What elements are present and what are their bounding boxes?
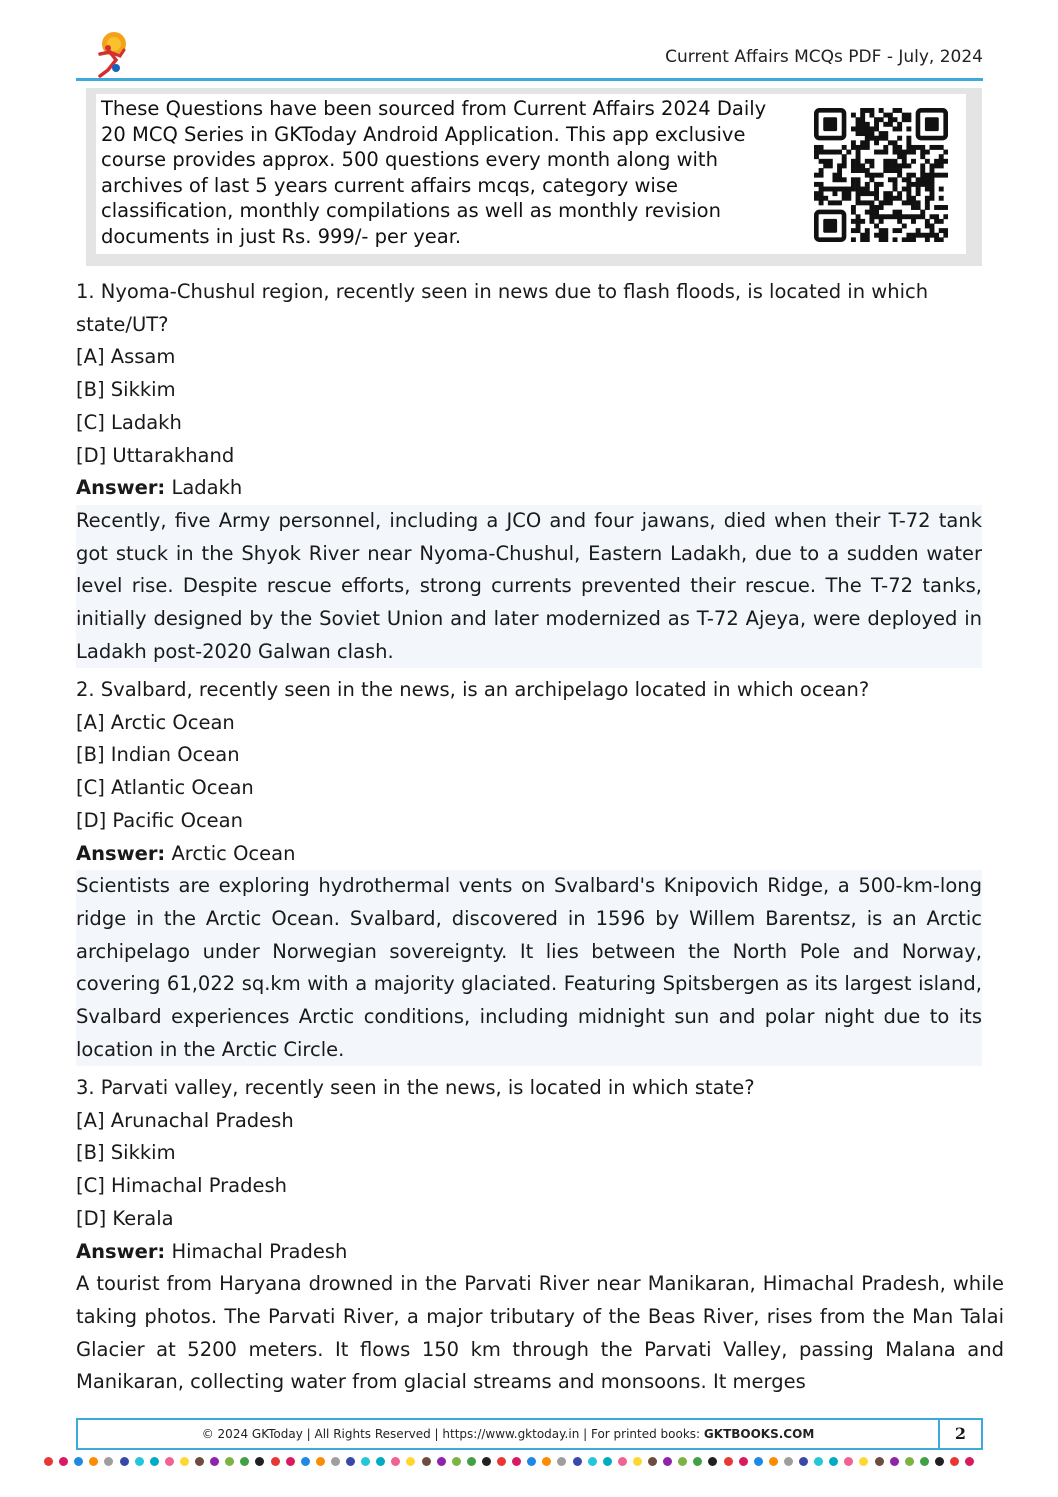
decorative-dot <box>618 1457 627 1466</box>
decorative-dot <box>165 1457 174 1466</box>
answer-line <box>76 472 1004 505</box>
answer-line <box>76 838 1004 871</box>
promo-line: 20 MCQ Series in GKToday Android Application. This app exclusive <box>101 122 746 146</box>
decorative-dot <box>799 1457 808 1466</box>
answer-value: Arctic Ocean <box>171 841 296 865</box>
decorative-dot <box>135 1457 144 1466</box>
decorative-dot <box>452 1457 461 1466</box>
decorative-dot <box>648 1457 657 1466</box>
question-text: 1. Nyoma-Chushul region, recently seen in news due to flash floods, is located in which state/UT? <box>76 280 929 336</box>
decorative-dot <box>467 1457 476 1466</box>
decorative-dot <box>588 1457 597 1466</box>
option-b: [B] Sikkim <box>76 378 176 402</box>
promo-line: archives of last 5 years current affairs mcqs, category wise <box>101 173 678 197</box>
option-d: [D] Uttarakhand <box>76 443 235 467</box>
decorative-dot <box>89 1457 98 1466</box>
decorative-dot <box>180 1457 189 1466</box>
question-block <box>76 674 1004 1066</box>
decorative-dot <box>603 1457 612 1466</box>
footer-text <box>78 1420 938 1448</box>
answer-label: Answer: <box>76 841 166 865</box>
promo-line: These Questions have been sourced from Current Affairs 2024 Daily <box>101 97 767 120</box>
option-b: [B] Sikkim <box>76 1141 176 1165</box>
decorative-dot <box>210 1457 219 1466</box>
answer-value: Himachal Pradesh <box>171 1239 348 1263</box>
promo-box <box>86 88 982 266</box>
promo-text <box>101 96 791 250</box>
decorative-dot <box>376 1457 385 1466</box>
header-divider <box>76 78 983 81</box>
decorative-dot <box>965 1457 974 1466</box>
decorative-dot <box>437 1457 446 1466</box>
decorative-dot <box>422 1457 431 1466</box>
decorative-dot <box>678 1457 687 1466</box>
answer-label: Answer: <box>76 476 166 500</box>
decorative-dot <box>769 1457 778 1466</box>
page-number: 2 <box>954 1424 967 1443</box>
decorative-dot <box>74 1457 83 1466</box>
decorative-dot <box>950 1457 959 1466</box>
decorative-dot <box>844 1457 853 1466</box>
footer-brand-link[interactable]: GKTBOOKS.COM <box>703 1427 815 1441</box>
gktoday-logo-icon <box>92 30 132 80</box>
option-c: [C] Himachal Pradesh <box>76 1174 287 1198</box>
decorative-dot <box>784 1457 793 1466</box>
decorative-dot <box>120 1457 129 1466</box>
decorative-dot <box>920 1457 929 1466</box>
decorative-dot <box>331 1457 340 1466</box>
promo-line: documents in just Rs. 999/- per year. <box>101 224 462 248</box>
decorative-dot <box>859 1457 868 1466</box>
decorative-dot <box>104 1457 113 1466</box>
decorative-dot <box>271 1457 280 1466</box>
decorative-dot <box>44 1457 53 1466</box>
question-text: 3. Parvati valley, recently seen in the news, is located in which state? <box>76 1076 755 1099</box>
decorative-dot <box>829 1457 838 1466</box>
option-a: [A] Arunachal Pradesh <box>76 1108 294 1132</box>
decorative-dot <box>935 1457 944 1466</box>
decorative-dot <box>346 1457 355 1466</box>
decorative-dot <box>814 1457 823 1466</box>
decorative-dot <box>301 1457 310 1466</box>
qr-code-icon[interactable] <box>814 108 948 242</box>
promo-line: course provides approx. 500 questions every month along with <box>101 148 718 172</box>
decorative-dot <box>497 1457 506 1466</box>
decorative-dot <box>557 1457 566 1466</box>
decorative-dot <box>512 1457 521 1466</box>
page-header <box>76 28 983 82</box>
decorative-dot <box>316 1457 325 1466</box>
decorative-dot <box>406 1457 415 1466</box>
option-d: [D] Kerala <box>76 1206 174 1230</box>
promo-line: classification, monthly compilations as well as monthly revision <box>101 199 721 223</box>
option-a: [A] Arctic Ocean <box>76 710 235 734</box>
answer-value: Ladakh <box>171 476 243 500</box>
decorative-dot <box>361 1457 370 1466</box>
decorative-dot <box>59 1457 68 1466</box>
decorative-dot <box>663 1457 672 1466</box>
decorative-dot <box>739 1457 748 1466</box>
explanation: Scientists are exploring hydrothermal vents on Svalbard's Knipovich Ridge, a 500-km-long ridge in the Arctic Ocean. Svalbard, discovered in 1596 by Willem Barentsz, is an Arctic archipelago under Norwegian sovereignty. It lies between the North Pole and Norway, covering 61,022 sq.km with a majority glaciated. Featuring Spitsbergen as its largest island, Svalbard experiences Arctic conditions, including midnight sun and polar night due to its location in the Arctic Circle. <box>76 870 982 1066</box>
decorative-dot <box>693 1457 702 1466</box>
decorative-dot <box>633 1457 642 1466</box>
explanation: A tourist from Haryana drowned in the Parvati River near Manikaran, Himachal Pradesh, while taking photos. The Parvati River, a major tributary of the Beas River, rises from the Man Talai Glacier at 5200 meters. It flows 150 km through the Parvati Valley, passing Malana and Manikaran, collecting water from glacial streams and monsoons. It merges <box>76 1272 1004 1394</box>
page-footer <box>76 1418 983 1450</box>
decorative-dot <box>708 1457 717 1466</box>
decorative-dot <box>255 1457 264 1466</box>
decorative-dot <box>724 1457 733 1466</box>
decorative-dot <box>905 1457 914 1466</box>
option-d: [D] Pacific Ocean <box>76 808 243 832</box>
footer-copyright: © 2024 GKToday | All Rights Reserved | https://www.gktoday.in | For printed books: <box>201 1427 701 1441</box>
decorative-dot <box>225 1457 234 1466</box>
decorative-dot <box>150 1457 159 1466</box>
answer-label: Answer: <box>76 1239 166 1263</box>
decorative-dot <box>754 1457 763 1466</box>
decorative-dot <box>542 1457 551 1466</box>
promo-inner <box>96 94 966 254</box>
decorative-dot <box>573 1457 582 1466</box>
answer-line <box>76 1236 1004 1269</box>
question-block <box>76 1072 1004 1399</box>
explanation: Recently, five Army personnel, including a JCO and four jawans, died when their T-72 tank got stuck in the Shyok River near Nyoma-Chushul, Eastern Ladakh, due to a sudden water level rise. Despite rescue efforts, strong currents prevented their rescue. The T-72 tanks, initially designed by the Soviet Union and later modernized as T-72 Ajeya, were deployed in Ladakh post-2020 Galwan clash. <box>76 505 982 669</box>
decorative-dot <box>286 1457 295 1466</box>
decorative-dot <box>195 1457 204 1466</box>
option-c: [C] Ladakh <box>76 410 182 434</box>
option-a: [A] Assam <box>76 345 176 369</box>
decorative-dot <box>890 1457 899 1466</box>
question-text: 2. Svalbard, recently seen in the news, is an archipelago located in which ocean? <box>76 678 870 701</box>
decorative-dot <box>482 1457 491 1466</box>
decorative-dot-row <box>44 1457 974 1467</box>
decorative-dot <box>240 1457 249 1466</box>
decorative-dot <box>875 1457 884 1466</box>
document-title: Current Affairs MCQs PDF - July, 2024 <box>665 47 983 67</box>
decorative-dot <box>527 1457 536 1466</box>
option-c: [C] Atlantic Ocean <box>76 776 254 800</box>
question-block <box>76 276 1004 668</box>
decorative-dot <box>391 1457 400 1466</box>
option-b: [B] Indian Ocean <box>76 743 240 767</box>
